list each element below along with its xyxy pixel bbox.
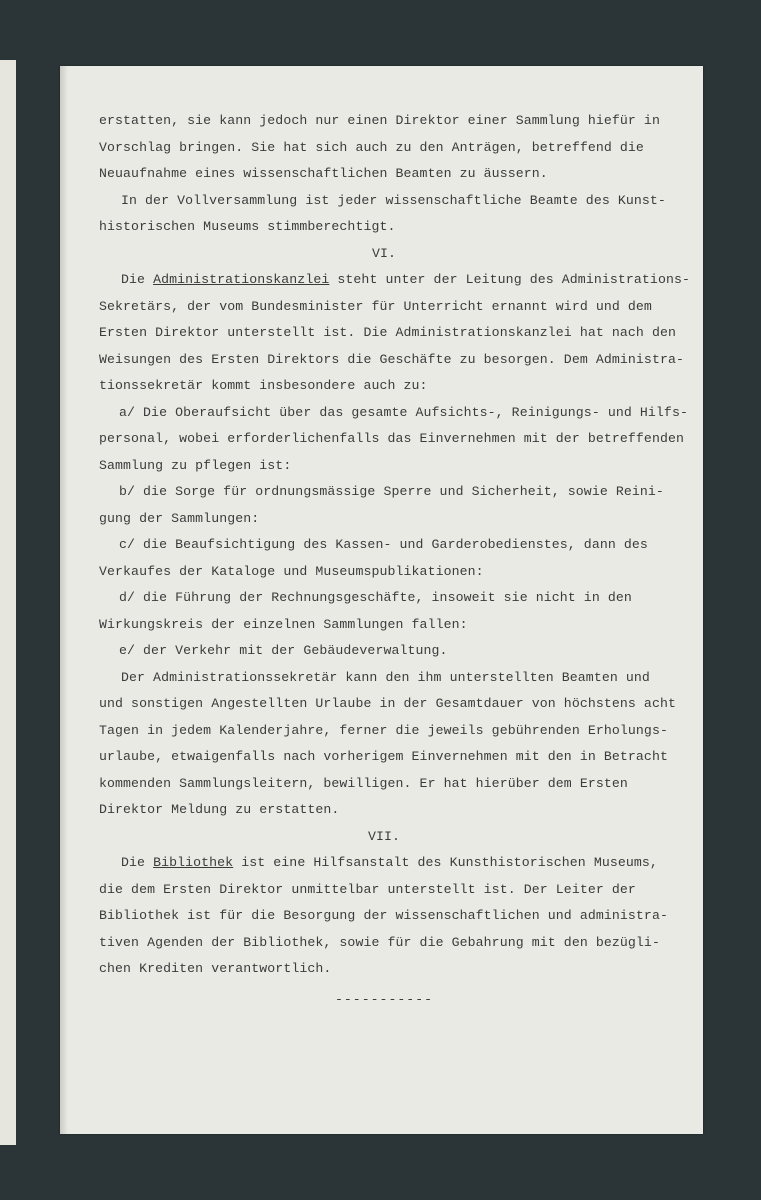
list-item-a: a/ Die Oberaufsicht über das gesamte Aufsichts-, Reinigungs- und Hilfs- bbox=[119, 404, 688, 420]
text-line: Ersten Direktor unterstellt ist. Die Administrationskanzlei hat nach den bbox=[99, 325, 676, 340]
text-line: In der Vollversammlung ist jeder wissenschaftliche Beamte des Kunst- bbox=[121, 192, 666, 208]
text-line: personal, wobei erforderlichenfalls das Einvernehmen mit der betreffenden bbox=[99, 431, 685, 446]
text-line: urlaube, etwaigenfalls nach vorherigem Einvernehmen mit den in Betracht bbox=[99, 749, 668, 764]
text-line: historischen Museums stimmberechtigt. bbox=[99, 219, 396, 234]
text-line: Vorschlag bringen. Sie hat sich auch zu den Anträgen, betreffend die bbox=[99, 139, 644, 155]
text-line: Sekretärs, der vom Bundesminister für Unterricht ernannt wird und dem bbox=[99, 298, 652, 314]
list-item-d: d/ die Führung der Rechnungsgeschäfte, insoweit sie nicht in den bbox=[119, 590, 632, 605]
text-line: und sonstigen Angestellten Urlaube in der Gesamtdauer von höchstens acht bbox=[99, 696, 676, 711]
closing-dash-rule: ----------- bbox=[334, 991, 434, 1007]
text-line: Direktor Meldung zu erstatten. bbox=[99, 802, 340, 817]
text-line: Tagen in jedem Kalenderjahre, ferner die jeweils gebührenden Erholungs- bbox=[99, 722, 668, 738]
text-line: Sammlung zu pflegen ist: bbox=[99, 457, 292, 473]
underlined-term-administrationskanzlei: Administrationskanzlei bbox=[153, 272, 330, 287]
text-fragment: Die bbox=[121, 855, 154, 870]
text-fragment: steht unter der Leitung des Administrations- bbox=[329, 272, 690, 287]
typewritten-text bbox=[99, 108, 690, 1013]
text-line: Bibliothek ist für die Besorgung der wissenschaftlichen und administra- bbox=[99, 908, 668, 923]
text-line: tionssekretär kommt insbesondere auch zu: bbox=[99, 378, 428, 393]
list-item-b: b/ die Sorge für ordnungsmässige Sperre und Sicherheit, sowie Reini- bbox=[119, 484, 664, 499]
text-line: Verkaufes der Kataloge und Museumspublikationen: bbox=[99, 563, 484, 579]
text-line bbox=[99, 267, 690, 294]
text-line: gung der Sammlungen: bbox=[99, 510, 260, 526]
text-fragment: ist eine Hilfsanstalt des Kunsthistorischen Museums, bbox=[233, 855, 658, 870]
section-heading-vi: VI. bbox=[371, 245, 397, 261]
text-line: Weisungen des Ersten Direktors die Geschäfte zu besorgen. Dem Administra- bbox=[99, 351, 685, 367]
underlying-page-edge bbox=[0, 60, 16, 1145]
text-line: Der Administrationssekretär kann den ihm unterstellten Beamten und bbox=[121, 669, 650, 685]
text-fragment: Die bbox=[121, 272, 154, 287]
text-line: chen Krediten verantwortlich. bbox=[99, 961, 332, 976]
list-item-e: e/ der Verkehr mit der Gebäudeverwaltung. bbox=[119, 643, 448, 658]
text-line: tiven Agenden der Bibliothek, sowie für die Gebahrung mit den bezügli- bbox=[99, 934, 660, 950]
text-line: die dem Ersten Direktor unmittelbar unterstellt ist. Der Leiter der bbox=[99, 881, 636, 897]
text-line: kommenden Sammlungsleitern, bewilligen. Er hat hierüber dem Ersten bbox=[99, 775, 628, 791]
text-line bbox=[99, 850, 669, 877]
text-line: Wirkungskreis der einzelnen Sammlungen fallen: bbox=[99, 616, 468, 632]
list-item-c: c/ die Beaufsichtigung des Kassen- und Garderobedienstes, dann des bbox=[119, 537, 648, 552]
section-heading-vii: VII. bbox=[367, 828, 401, 844]
underlined-term-bibliothek: Bibliothek bbox=[153, 855, 234, 870]
text-line: erstatten, sie kann jedoch nur einen Direktor einer Sammlung hiefür in bbox=[99, 113, 660, 128]
page-fold-shadow bbox=[60, 66, 68, 1134]
text-line: Neuaufnahme eines wissenschaftlichen Beamten zu äussern. bbox=[99, 166, 548, 181]
